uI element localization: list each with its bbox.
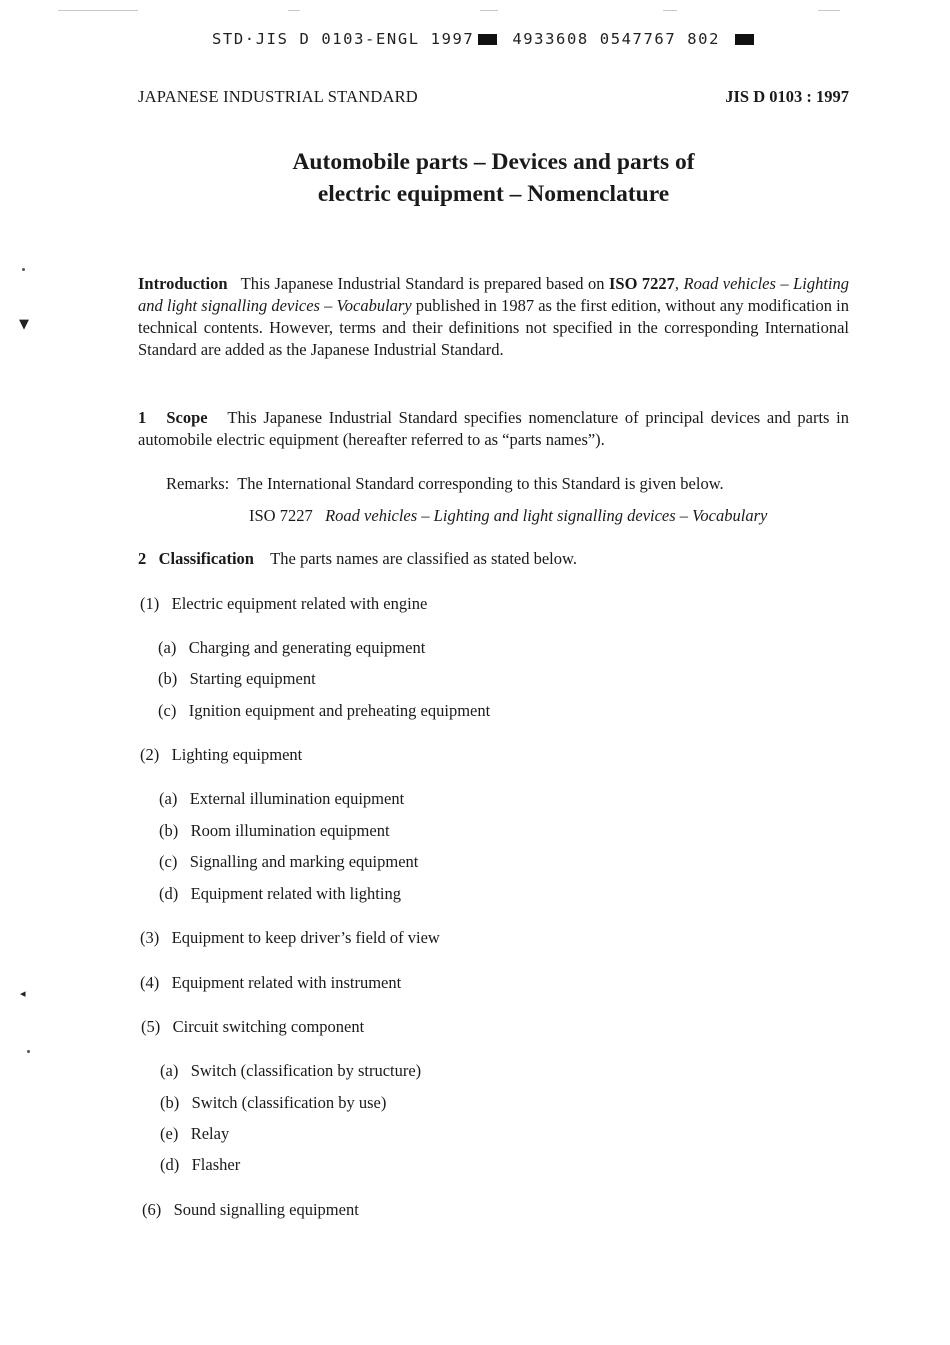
list-subitem: (b) Starting equipment (158, 669, 316, 688)
margin-mark: ◂ (20, 987, 26, 1000)
scan-line (288, 10, 300, 11)
list-subitem: (a) Switch (classification by structure) (160, 1061, 422, 1080)
list-subitem: (a) External illumination equipment (159, 789, 405, 808)
introduction-paragraph: Introduction This Japanese Industrial Standard is prepared based on ISO 7227, Road vehicles – Lighting and light signalling devices – Vocabulary published in 1987 as the first edition, without any modification in technical contents. However, terms and their definitions not specified in the corresponding International Standard are added as the Japanese Industrial Standard. (138, 274, 850, 359)
document-title (0, 146, 950, 210)
redaction-block (735, 34, 754, 45)
list-subitem: (e) Relay (160, 1124, 230, 1143)
scope-heading: Scope (166, 408, 208, 427)
list-item: (3) Equipment to keep driver’s field of view (140, 928, 440, 947)
standard-code: JIS D 0103 : 1997 (725, 87, 849, 106)
scan-header-code: STD·JIS D 0103-ENGL 1997 4933608 0547767 802 (212, 30, 758, 48)
scan-line (58, 10, 138, 11)
margin-mark: ▼ (19, 317, 29, 332)
list-subitem: (b) Switch (classification by use) (160, 1093, 387, 1112)
margin-dot (27, 1050, 30, 1053)
list-item: (1) Electric equipment related with engine (140, 594, 428, 613)
scan-line (818, 10, 840, 11)
scan-line (480, 10, 498, 11)
scope-paragraph: 1 Scope This Japanese Industrial Standard specifies nomenclature of principal devices and parts in automobile electric equipment (hereafter referred to as “parts names”). (138, 408, 850, 449)
iso-reference: ISO 7227 (609, 274, 675, 293)
list-item: (6) Sound signalling equipment (142, 1200, 359, 1219)
remarks-iso: ISO 7227 Road vehicles – Lighting and light signalling devices – Vocabulary (249, 506, 768, 525)
list-subitem: (d) Equipment related with lighting (159, 884, 401, 903)
introduction-heading: Introduction (138, 274, 228, 293)
iso-title: Road vehicles – Lighting and light signalling devices – Vocabulary (138, 274, 850, 315)
title-line-1: Automobile parts – Devices and parts of (292, 149, 695, 175)
list-item: (2) Lighting equipment (140, 745, 303, 764)
title-line-2: electric equipment – Nomenclature (317, 181, 670, 207)
margin-dot (22, 268, 25, 271)
list-subitem: (c) Signalling and marking equipment (159, 852, 419, 871)
redaction-block (478, 34, 497, 45)
list-item: (5) Circuit switching component (141, 1017, 365, 1036)
classification-heading: 2 Classification The parts names are classified as stated below. (138, 549, 577, 568)
list-subitem: (c) Ignition equipment and preheating equipment (158, 701, 491, 720)
standard-title: JAPANESE INDUSTRIAL STANDARD (138, 87, 418, 106)
remarks-label: Remarks: (166, 474, 230, 493)
scan-line (663, 10, 677, 11)
list-subitem: (b) Room illumination equipment (159, 821, 390, 840)
list-subitem: (a) Charging and generating equipment (158, 638, 426, 657)
list-item: (4) Equipment related with instrument (140, 973, 402, 992)
list-subitem: (d) Flasher (160, 1155, 241, 1174)
remarks: Remarks: The International Standard corresponding to this Standard is given below. (166, 474, 724, 493)
